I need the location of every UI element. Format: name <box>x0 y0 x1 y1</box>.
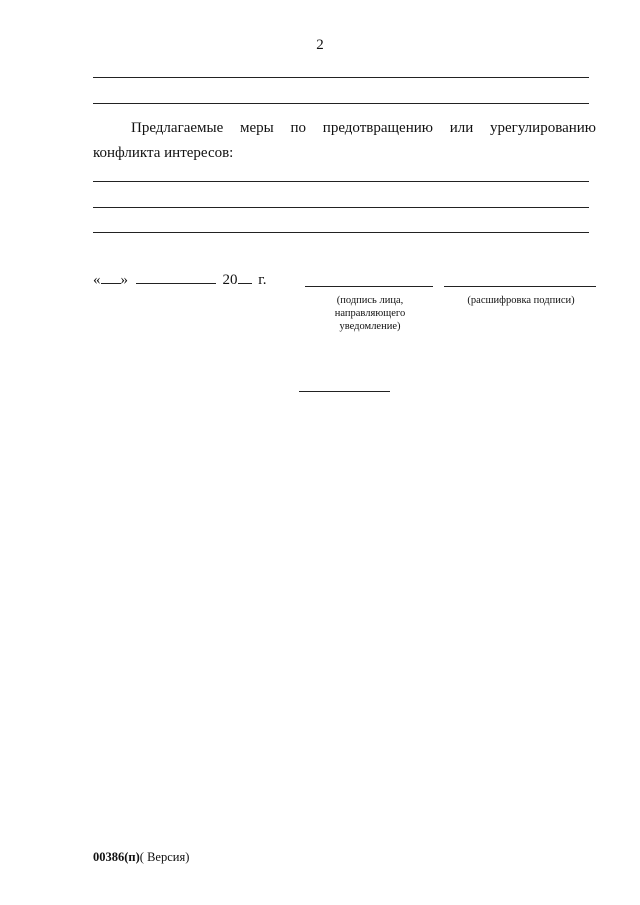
year-prefix: 20 <box>222 272 238 288</box>
signature-caption-line1: (подпись лица, <box>336 295 404 306</box>
blank-line-3 <box>93 181 589 182</box>
day-blank <box>101 269 121 284</box>
measures-paragraph-line2: конфликта интересов: <box>93 145 234 161</box>
close-quote: » <box>120 272 128 288</box>
page-number: 2 <box>316 37 324 53</box>
blank-line-2 <box>93 103 589 104</box>
footer-version: ( Версия) <box>139 850 190 864</box>
signature-caption-line3: уведомление) <box>339 321 401 332</box>
signature-caption <box>300 294 440 333</box>
end-divider <box>299 391 390 392</box>
blank-line-4 <box>93 207 589 208</box>
year-suffix: г. <box>258 272 267 288</box>
signature-caption-line2: направляющего <box>334 308 406 319</box>
document-footer <box>93 850 189 865</box>
footer-code: 00386(п) <box>93 850 140 864</box>
signature-line <box>305 286 433 287</box>
open-quote: « <box>93 272 101 288</box>
measures-paragraph-line1: Предлагаемые меры по предотвращению или урегулированию <box>131 120 596 136</box>
decoding-line <box>444 286 596 287</box>
year-blank <box>238 269 252 284</box>
month-blank <box>136 269 216 284</box>
blank-line-5 <box>93 232 589 233</box>
blank-line-1 <box>93 77 589 78</box>
date-line <box>93 269 266 289</box>
decoding-caption: (расшифровка подписи) <box>467 295 575 306</box>
